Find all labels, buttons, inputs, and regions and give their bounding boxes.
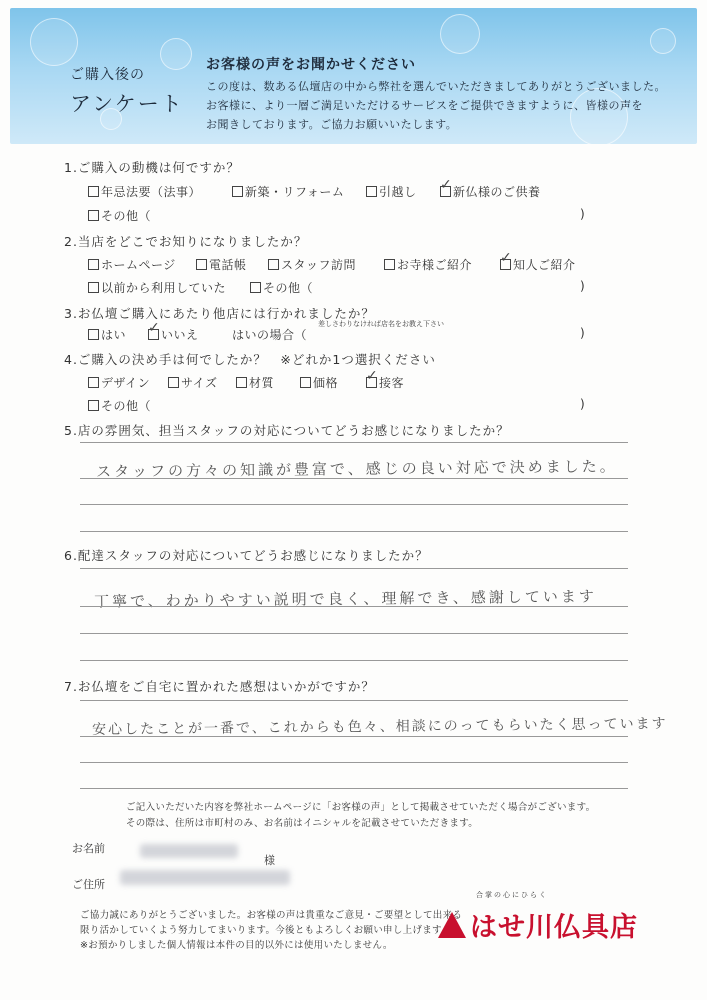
answer-line [80,442,628,443]
q1-option[interactable] [440,177,541,200]
q2-option[interactable] [384,256,472,273]
q1-option[interactable] [366,183,417,200]
option-label: サイズ [181,376,218,390]
close-paren: ) [580,207,585,221]
answer-line [80,568,628,569]
checkbox[interactable] [88,186,99,197]
q2-other[interactable] [250,279,313,296]
q4-option[interactable] [366,368,405,391]
banner-intro-line: お聞きしております。ご協力お願いいたします。 [206,118,458,131]
logo-mark-icon [438,912,466,938]
option-label: はい [101,328,127,342]
option-label: デザイン [101,376,151,390]
q4-option[interactable] [236,374,274,391]
checkbox[interactable] [88,259,99,270]
answer-line [80,788,628,789]
q4-option[interactable] [300,374,338,391]
logo-tagline: 合掌の心にひらく [476,891,548,899]
checkbox[interactable] [196,259,207,270]
checkbox[interactable] [232,186,243,197]
q4-other[interactable] [88,397,151,414]
q2-option[interactable] [196,256,247,273]
answer-line [80,504,628,505]
checkbox[interactable] [300,377,311,388]
header-banner [10,8,697,144]
checkbox[interactable] [268,259,279,270]
q1-other[interactable] [88,207,151,224]
answer-line [80,633,628,634]
privacy-note: ※お預かりしました個人情報は本件の目的以外には使用いたしません。 [80,940,393,951]
q4-option[interactable] [88,374,150,391]
decor-bubble [650,28,676,54]
checkbox[interactable] [250,282,261,293]
q4-option[interactable] [168,374,218,391]
option-label: 材質 [249,376,275,390]
decor-bubble [160,38,192,70]
address-label: ご住所 [72,878,105,891]
q1-option[interactable] [88,183,201,200]
check-mark-icon: ✓ [148,320,161,336]
checkbox[interactable] [88,329,99,340]
check-mark-icon: ✓ [366,368,379,384]
banner-intro-line: この度は、数ある仏壇店の中から弊社を選んでいただきましてありがとうございました。 [206,80,666,93]
banner-intro-line: お客様に、より一層ご満足いただけるサービスをご提供できますように、皆様の声を [206,99,643,112]
q6-answer[interactable]: 丁寧で、わかりやすい説明で良く、理解でき、感謝しています [93,587,597,611]
checkbox[interactable] [88,282,99,293]
checkbox-checked[interactable] [440,177,453,197]
option-label: ホームページ [101,258,176,272]
checkbox[interactable] [88,210,99,221]
q2-option[interactable] [268,256,356,273]
check-mark-icon: ✓ [500,250,513,266]
option-label: 新築・リフォーム [245,185,345,199]
checkbox[interactable] [168,377,179,388]
company-logo: はせ川仏具店 [470,912,638,943]
option-label: 以前から利用していた [101,281,227,295]
answer-line [80,531,628,532]
q3-note: 差しさわりなければ店名をお教え下さい [318,320,444,328]
checkbox[interactable] [236,377,247,388]
checkbox[interactable] [88,400,99,411]
answer-line [80,700,628,701]
decor-bubble [30,18,78,66]
q3-option[interactable] [148,320,199,343]
checkbox-checked[interactable] [500,250,513,270]
option-label: 引越し [379,185,417,199]
option-label: 価格 [313,376,339,390]
q2-option[interactable] [88,279,226,296]
name-field[interactable] [140,844,238,858]
banner-heading: お客様の声をお聞かせください [206,57,416,73]
option-label: お寺様ご紹介 [397,258,473,272]
option-label: その他（ [101,399,152,413]
q7-answer[interactable]: 安心したことが一番で、これからも色々、相談にのってもらいたく思っています [91,715,668,739]
q1-option[interactable] [232,183,344,200]
decor-bubble [440,14,480,54]
close-paren: ) [580,326,585,340]
answer-line [80,762,628,763]
thanks-note: 限り活かしていくよう努力してまいります。今後ともよろしくお願い申し上げます。 [80,925,451,936]
option-label: いいえ [161,328,199,342]
answer-line [80,660,628,661]
q2-option[interactable] [500,250,576,273]
q3-if-yes: はいの場合（ [232,328,308,342]
q2-option[interactable] [88,256,176,273]
option-label: スタッフ訪問 [281,258,357,272]
question-6: 6.配達スタッフの対応についてどうお感じになりましたか？ [64,548,429,563]
question-1: 1.ご購入の動機は何ですか？ [64,160,240,175]
q5-answer[interactable]: スタッフの方々の知識が豊富で、感じの良い対応で決めました。 [95,457,618,481]
address-field[interactable] [120,870,290,885]
thanks-note: ご協力誠にありがとうございました。お客様の声は貴重なご意見・ご要望として出来る [80,910,463,921]
consent-note: その際は、住所は市町村のみ、お名前はイニシャルを記載させていただきます。 [126,818,479,829]
close-paren: ) [580,279,585,293]
close-paren: ) [580,397,585,411]
consent-note: ご記入いただいた内容を弊社ホームページに「お客様の声」として掲載させていただく場合がございます。 [126,802,596,813]
check-mark-icon: ✓ [440,177,453,193]
option-label: その他（ [101,209,152,223]
question-5: 5.店の雰囲気、担当スタッフの対応についてどうお感じになりましたか？ [64,423,510,438]
question-4: 4.ご購入の決め手は何でしたか？ ※どれか1つ選択ください [64,352,436,367]
option-label: 電話帳 [209,258,247,272]
checkbox-checked[interactable] [148,320,161,340]
answer-line [80,736,628,737]
question-3: 3.お仏壇ご購入にあたり他店には行かれましたか？ [64,306,375,321]
survey-subtitle: ご購入後の [70,67,145,83]
survey-title: アンケート [70,92,184,116]
honorific-label: 様 [264,854,275,867]
option-label: 年忌法要（法事） [101,185,202,199]
q3-option[interactable] [88,326,126,343]
checkbox[interactable] [366,186,377,197]
checkbox-checked[interactable] [366,368,379,388]
name-label: お名前 [72,842,105,855]
option-label: 接客 [379,376,405,390]
answer-line [80,606,628,607]
option-label: 新仏様のご供養 [453,185,541,199]
question-7: 7.お仏壇をご自宅に置かれた感想はいかがですか？ [64,679,375,694]
question-2: 2.当店をどこでお知りになりましたか？ [64,234,308,249]
checkbox[interactable] [384,259,395,270]
option-label: 知人ご紹介 [513,258,576,272]
checkbox[interactable] [88,377,99,388]
answer-line [80,478,628,479]
option-label: その他（ [263,281,314,295]
